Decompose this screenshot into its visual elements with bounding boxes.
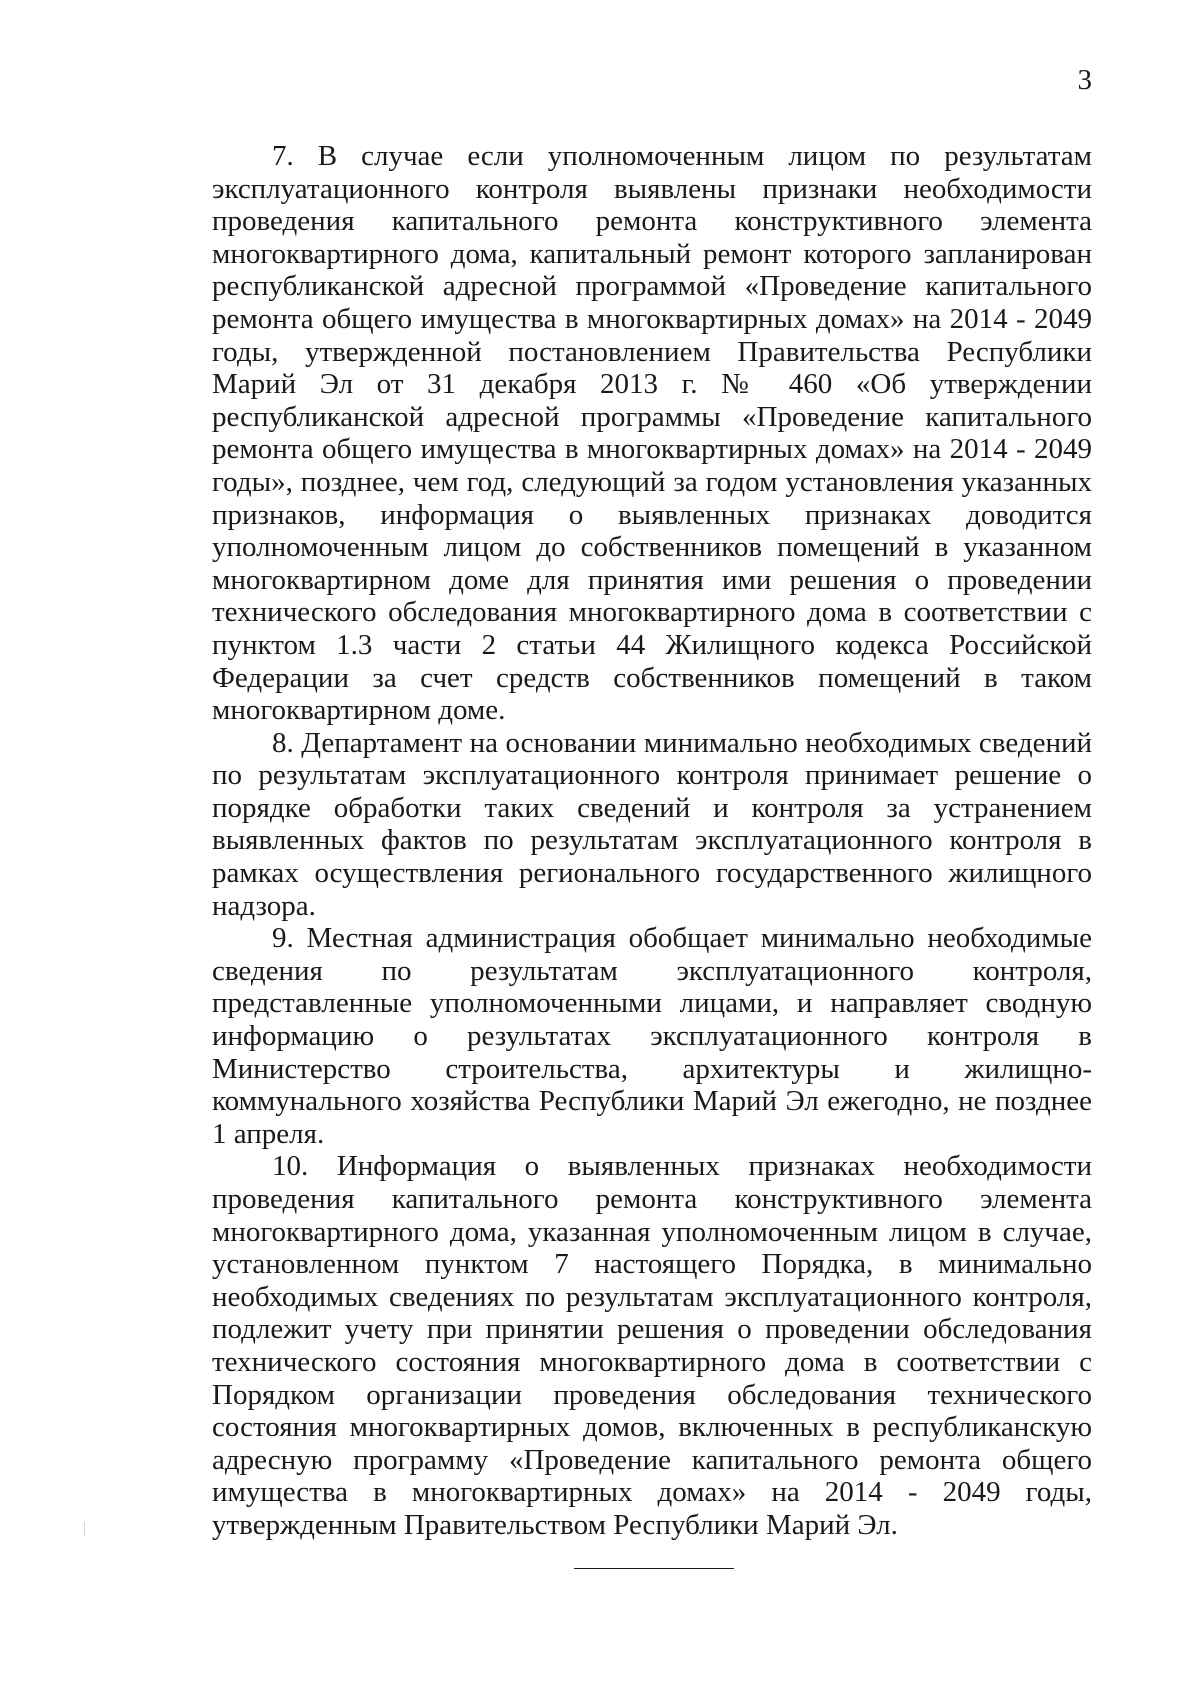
paragraph-9: 9. Местная администрация обобщает минимально необходимые сведения по результатам эксплуатационного контроля, представленные уполномоченными лицами, и направляет сводную информацию о результатах эксплуатационного контроля в Министерство строительства, архитектуры и жилищно-коммунального хозяйства Республики Марий Эл ежегодно, не позднее 1 апреля. [212,922,1092,1150]
page-number: 3 [1077,64,1092,96]
paragraph-10: 10. Информация о выявленных признаках необходимости проведения капитального ремонта конструктивного элемента многоквартирного дома, указанная уполномоченным лицом в случае, установленном пунктом 7 настоящего Порядка, в минимально необходимых сведениях по результатам эксплуатационного контроля, подлежит учету при принятии решения о проведении обследования технического состояния многоквартирного дома в соответствии с Порядком организации проведения обследования технического состояния многоквартирных домов, включенных в республиканскую адресную программу «Проведение капитального ремонта общего имущества в многоквартирных домах» на 2014 - 2049 годы, утвержденным Правительством Республики Марий Эл. [212,1150,1092,1541]
paragraph-8: 8. Департамент на основании минимально необходимых сведений по результатам эксплуатационного контроля принимает решение о порядке обработки таких сведений и контроля за устранением выявленных фактов по результатам эксплуатационного контроля в рамках осуществления регионального государственного жилищного надзора. [212,726,1092,922]
end-of-document-rule [574,1568,734,1569]
document-body [212,140,1092,1542]
paragraph-7: 7. В случае если уполномоченным лицом по результатам эксплуатационного контроля выявлены признаки необходимости проведения капитального ремонта конструктивного элемента многоквартирного дома, капитальный ремонт которого запланирован республиканской адресной программой «Проведение капитального ремонта общего имущества в многоквартирных домах» на 2014 - 2049 годы, утвержденной постановлением Правительства Республики Марий Эл от 31 декабря 2013 г. № 460 «Об утверждении республиканской адресной программы «Проведение капитального ремонта общего имущества в многоквартирных домах» на 2014 - 2049 годы», позднее, чем год, следующий за годом установления указанных признаков, информация о выявленных признаках доводится уполномоченным лицом до собственников помещений в указанном многоквартирном доме для принятия ими решения о проведении технического обследования многоквартирного дома в соответствии с пунктом 1.3 части 2 статьи 44 Жилищного кодекса Российской Федерации за счет средств собственников помещений в таком многоквартирном доме. [212,140,1092,727]
scan-speck [84,1522,85,1536]
